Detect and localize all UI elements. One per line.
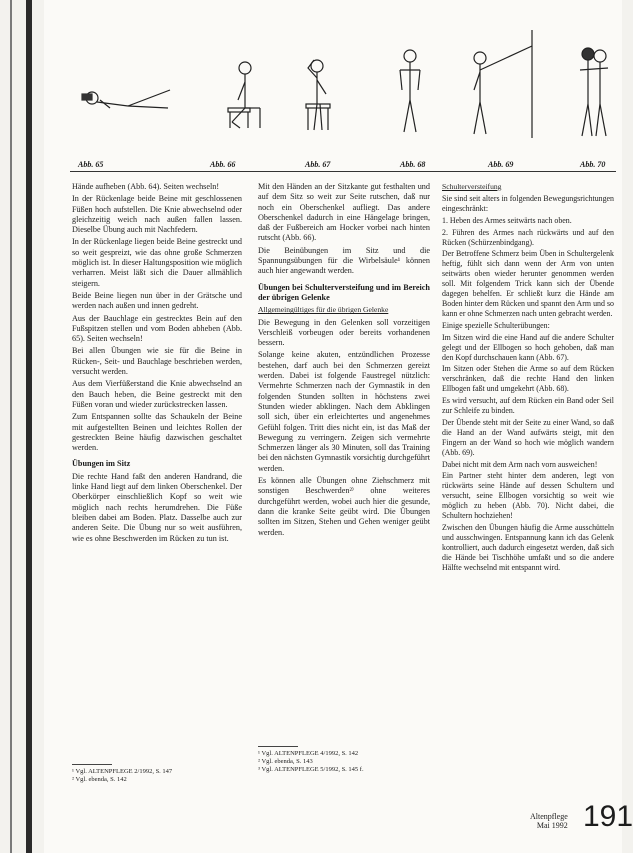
figure-strip [70,10,616,170]
paragraph: Ein Partner steht hinter dem anderen, legt von rückwärts seine Hände auf dessen Schultern und versucht, seine Ellbogen vorsichtig so weit wie möglich zu heben (Abb. 70). Nicht dabei, die Schultern hochziehen! [442,471,614,521]
binding-edge [26,0,32,853]
figure-68-standing [400,50,420,132]
scan-edge [10,0,12,853]
paragraph: Der Übende steht mit der Seite zu einer Wand, so daß die Hand an der Wand aufwärts steigt, mit den Fingern an der Wand so hoch wie möglich wandern (Abb. 69). [442,417,614,457]
footnotes-col2 [258,750,430,774]
footnote: ³ Vgl. ALTENPFLEGE 5/1992, S. 145 f. [258,766,364,773]
header-rule [70,171,616,172]
column-3 [442,182,614,575]
section-heading: Übungen bei Schulterversteifung und im Bereich der übrigen Gelenke [258,282,430,302]
figure-66-seated [228,62,260,128]
paragraph: Dabei nicht mit dem Arm nach vorn ausweichen! [442,459,598,469]
footnote-rule [72,764,112,765]
footnote-rule [258,746,298,747]
paragraph: Es können alle Übungen ohne Ziehschmerz mit sonstigen Beschwerden²⁾ ohne weiteres durchgeführt werden, wobei auch hier die gesunde, dann die kranke Seite geübt wird. Die Übungen sollten im Sitzen, Stehen und Gehen weniger geübt werden. [258,476,430,537]
paragraph: Einige spezielle Schulterübungen: [442,320,550,330]
caption-65: Abb. 65 [78,160,104,169]
paragraph: Aus dem Vierfüßerstand die Knie abwechselnd an den Bauch heben, die Beine gestreckt mit den Füßen voran und wieder zurückstrecken lassen. [72,379,242,409]
paragraph: Sie sind seit alters in folgenden Bewegungsrichtungen eingeschränkt: [442,193,614,213]
figure-65-lying [82,90,170,108]
paragraph: In der Rückenlage beide Beine mit geschlossenen Füßen hoch aufstellen. Die Knie abwechselnd oder gleichzeitig weich nach außen fallen lassen. Dieselbe Übung auch mit Nachfedern. [72,194,242,235]
section-heading: Schulterversteifung [442,182,502,191]
footnote: ² Vgl. ebenda, S. 142 [72,776,127,783]
paragraph: Mit den Händen an der Sitzkante gut festhalten und auf dem Sitz so weit zur Seite rutschen, daß nur noch ein Oberschenkel aufliegt. Das andere Oberschenkel dadurch in eine Hängelage bringen, daß der Fußbereich am Hocker vorbei nach hinten rutscht (Abb. 66). [258,182,430,243]
paragraph: Bei allen Übungen wie sie für die Beine in Rücken-, Seit- und Bauchlage beschrieben werden, versucht werden. [72,346,242,377]
page-number: 191 [583,800,633,833]
paragraph: Es wird versucht, auf dem Rücken ein Band oder Seil zur Schleife zu binden. [442,396,614,416]
paragraph: Zwischen den Übungen häufig die Arme ausschütteln und ausschwingen. Entspannung kann ich das Gelenk kontrolliert, auch dadurch eingesetzt werden, daß sich die Hände bei Tischhöhe umfaßt und so die andere Hälfte wechselnd mit entspannt wird. [442,523,614,572]
section-heading: Übungen im Sitz [72,459,131,469]
paragraph: Die rechte Hand faßt den anderen Handrand, die linke Hand liegt auf dem linken Oberschenkel. Der Oberkörper einschließlich Kopf so weit wie möglich nach rechts herumdrehen. Die Füße bleiben dabei am Boden. Platz. Dasselbe auch zur anderen Seite. Die Übung nur so weit ausführen, wie es ohne Beschwerden im Rücken zu tun ist. [72,471,242,543]
issue-date: Mai 1992 [536,821,568,830]
paragraph: Die Beinübungen im Sitz und die Spannungsübungen für die Wirbelsäule¹ können auch hier angewandt werden. [258,245,430,276]
column-1 [72,182,242,546]
paragraph: Solange keine akuten, entzündlichen Prozesse bestehen, darf auch bei den Schmerzen gereizt werden. Dabei ist folgende Faustregel nützlich: Vermehrte Schmerzen nach der Gymnastik in den folgenden Stunden sollten in höchstens zwei Stunden wieder abklingen. Nach dem Abklingen soll sich, über ein erleichtertes und angenehmes Gefühl folgen. Tritt dies nicht ein, ist das Maß der Bewegung zu verringern. Zeigen sich vermehrte Schmerzen länger als 30 Minuten, soll das Training bei den nächsten Gymnastik vorsichtig durchgeführt werden. [258,350,430,473]
paragraph: Die Bewegung in den Gelenken soll vorzeitigen Verschleiß vorbeugen oder bereits vorhandenen bessern. [258,317,430,348]
paragraph: Im Sitzen oder Stehen die Arme so auf dem Rücken verschränken, daß die rechte Hand den linken Ellbogen faßt und umgekehrt (Abb. 68). [442,364,614,394]
footnotes-col1 [72,768,242,784]
paragraph: Der Betroffene Schmerz beim Üben in Schultergelenk heftig, fühlt sich dann wenn der Arm von unten seitwärts oben wieder herunter genommen werden soll. Mit folgendem Trick kann sich der Übende dagegen behelfen. Er schließt kurz die Hände am Boden hinter dem Rücken und spannt den Arm und so kann er ohne Schmerzen nach unten gebracht werden. [442,249,614,318]
footnote: ² Vgl. ebenda, S. 143 [258,758,313,765]
column-2 [258,182,430,540]
caption-67: Abb. 67 [305,160,331,169]
caption-66: Abb. 66 [210,160,236,169]
paragraph: In der Rückenlage liegen beide Beine gestreckt und so weit gespreizt, wie das ohne große Schmerzen möglich ist. In dieser Haltungsposition wie möglich verharren. Meist läßt sich die Dauer allmählich steigern. [72,237,242,288]
paragraph: Beide Beine liegen nun über in der Grätsche und werden nach außen und innen gedreht. [72,290,242,311]
caption-69: Abb. 69 [488,160,514,169]
folio [530,812,568,830]
subheading: Allgemeingültiges für die übrigen Gelenke [258,305,389,315]
list-item: 2. Führen des Armes nach rückwärts und auf den Rücken (Schürzenbindgang). [442,227,614,247]
footnote: ¹ Vgl. ALTENPFLEGE 2/1992, S. 147 [72,768,173,775]
paragraph: Zum Entspannen sollte das Schaukeln der Beine mit aufgestellten Beinen und leichtes Rollen der gestreckten Beine häufig dazwischen geschaltet werden. [72,412,242,453]
journal-name: Altenpflege [530,812,568,821]
paragraph: Im Sitzen wird die eine Hand auf die andere Schulter gelegt und der Ellbogen so hoch gehoben, daß man den Kopf durchschauen kann (Abb. 67). [442,332,614,362]
paragraph: Hände aufheben (Abb. 64). Seiten wechseln! [72,182,220,191]
caption-70: Abb. 70 [580,160,606,169]
caption-68: Abb. 68 [400,160,426,169]
figure-69-wall [474,30,532,138]
paragraph: Aus der Bauchlage ein gestrecktes Bein auf den Fußspitzen stellen und vom Boden abheben (Abb. 65). Seiten wechseln! [72,313,242,344]
footnote: ¹ Vgl. ALTENPFLEGE 4/1992, S. 142 [258,750,359,757]
figure-67-arm-up [306,60,330,130]
figure-70-partner [580,48,608,136]
list-item: 1. Heben des Armes seitwärts nach oben. [442,215,572,225]
